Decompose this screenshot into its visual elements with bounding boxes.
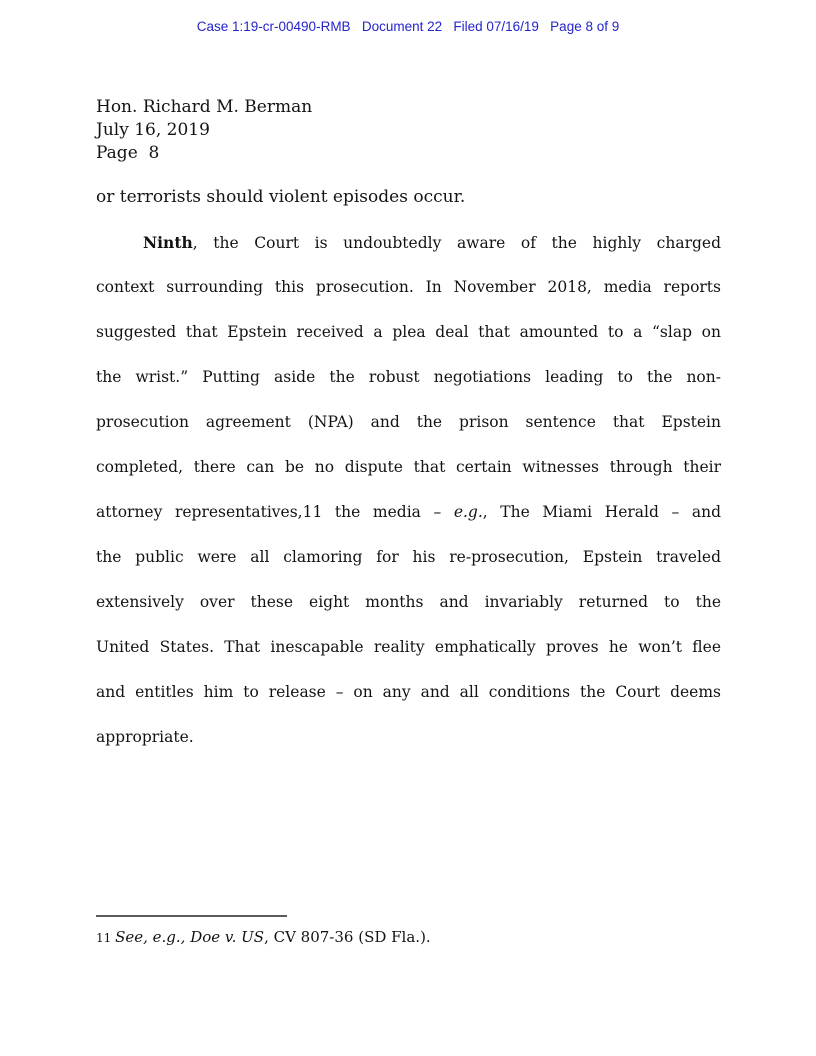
- paragraph-line: [96, 490, 721, 535]
- text-segment: appropriate.: [96, 728, 194, 746]
- footnote-separator: [96, 915, 287, 917]
- paragraph-line: [96, 580, 721, 625]
- paragraph-line: [96, 625, 721, 670]
- text-segment: , the Court is undoubtedly aware of the highly charged: [192, 234, 721, 252]
- paragraph-line: [96, 310, 721, 355]
- paragraph-line: [96, 670, 721, 715]
- text-segment: United States. That inescapable reality emphatically proves he won’t flee: [96, 638, 721, 656]
- paragraph-line: [96, 445, 721, 490]
- footnote: [96, 926, 721, 949]
- paragraph-line: [96, 535, 721, 580]
- text-segment: the public were all clamoring for his re-prosecution, Epstein traveled: [96, 548, 721, 566]
- paragraph-line: [96, 220, 721, 265]
- page-number-line: Page 8: [96, 143, 160, 163]
- text-segment: 11: [96, 931, 116, 945]
- recipient-line: Hon. Richard M. Berman: [96, 97, 313, 117]
- text-segment: context surrounding this prosecution. In November 2018, media reports: [96, 278, 721, 296]
- text-segment: prosecution agreement (NPA) and the prison sentence that Epstein: [96, 413, 721, 431]
- text-segment: , CV 807-36 (SD Fla.).: [264, 928, 431, 946]
- text-segment: See, e.g., Doe v. US: [115, 928, 265, 946]
- paragraph-line: [96, 400, 721, 445]
- case-filing-stamp: Case 1:19-cr-00490-RMB Document 22 Filed 07/16/19 Page 8 of 9: [196, 19, 620, 34]
- date-line: July 16, 2019: [96, 120, 210, 140]
- text-segment: attorney representatives,11 the media –: [96, 503, 454, 521]
- text-segment: extensively over these eight months and invariably returned to the: [96, 593, 721, 611]
- paragraph-line: [96, 355, 721, 400]
- text-segment: completed, there can be no dispute that certain witnesses through their: [96, 458, 721, 476]
- text-segment: Ninth: [143, 233, 193, 252]
- carryover-sentence: or terrorists should violent episodes occur.: [96, 187, 466, 207]
- text-segment: e.g.: [453, 503, 483, 521]
- text-segment: and entitles him to release – on any and all conditions the Court deems: [96, 683, 721, 701]
- paragraph-line: [96, 715, 721, 760]
- body-paragraph: [96, 220, 721, 760]
- paragraph-line: [96, 265, 721, 310]
- letterhead-block: [96, 96, 721, 165]
- text-segment: , The Miami Herald – and: [482, 503, 721, 521]
- text-segment: suggested that Epstein received a plea deal that amounted to a “slap on: [96, 323, 721, 341]
- text-segment: the wrist.” Putting aside the robust negotiations leading to the non-: [96, 368, 721, 386]
